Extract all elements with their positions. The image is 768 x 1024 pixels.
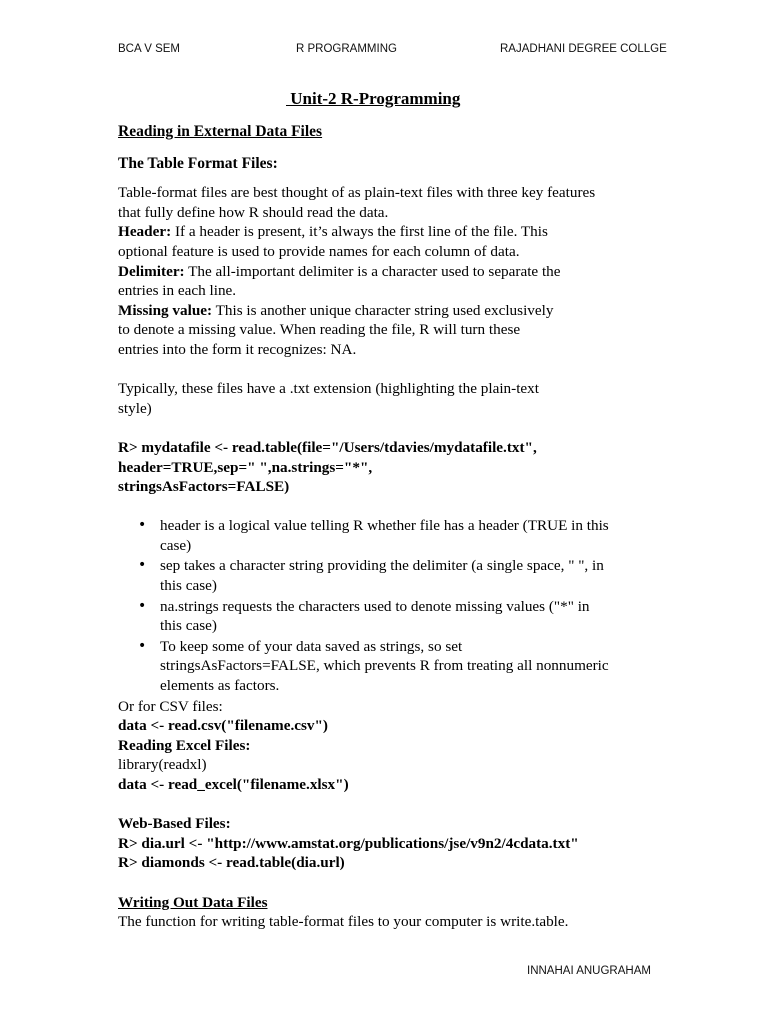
code-read-table-3: stringsAsFactors=FALSE) — [118, 478, 290, 496]
bullet-4-line-1: • To keep some of your data saved as strings, so set — [160, 637, 463, 655]
header-definition — [118, 222, 658, 242]
header-term: Header: — [118, 223, 172, 241]
list-item — [118, 597, 658, 636]
bullet-3-line-2: this case) — [160, 617, 217, 635]
header-left: BCA V SEM — [118, 43, 180, 55]
code-read-table-2: header=TRUE,sep=" ",na.strings="*", — [118, 458, 373, 476]
header-text-2: optional feature is used to provide names for each column of data. — [118, 242, 520, 260]
excel-code: data <- read_excel("filename.xlsx") — [118, 776, 349, 793]
excel-library: library(readxl) — [118, 756, 207, 774]
delimiter-text-1: The all-important delimiter is a character used to separate the — [184, 262, 561, 280]
bullet-4-line-2: stringsAsFactors=FALSE, which prevents R from treating all nonnumeric — [160, 657, 609, 675]
section-heading-writing: Writing Out Data Files — [118, 893, 268, 911]
bullet-4-line-3: elements as factors. — [160, 677, 280, 695]
bullet-2-line-1: • sep takes a character string providing the delimiter (a single space, " ", in — [160, 557, 604, 575]
csv-intro: Or for CSV files: — [118, 697, 223, 715]
missing-text-3: entries into the form it recognizes: NA. — [118, 340, 357, 358]
intro-line-1: Table-format files are best thought of as plain-text files with three key features — [118, 184, 596, 202]
document-body — [118, 122, 658, 932]
delimiter-text-2: entries in each line. — [118, 282, 237, 300]
delimiter-term: Delimiter: — [118, 262, 185, 280]
missing-definition — [118, 301, 658, 321]
web-heading: Web-Based Files: — [118, 815, 231, 833]
header-right: RAJADHANI DEGREE COLLGE — [500, 43, 667, 55]
subheading-table-format: The Table Format Files: — [118, 154, 278, 172]
excel-heading: Reading Excel Files: — [118, 736, 251, 754]
list-item — [118, 516, 658, 555]
argument-list — [118, 516, 658, 695]
delimiter-definition — [118, 262, 658, 282]
bullet-1-line-2: case) — [160, 536, 192, 554]
section-heading-reading: Reading in External Data Files — [118, 123, 323, 140]
bullet-2-line-2: this case) — [160, 577, 217, 595]
page-title: Unit-2 R-Programming — [286, 89, 461, 108]
intro-line-2: that fully define how R should read the data. — [118, 203, 389, 221]
web-code-2: R> diamonds <- read.table(dia.url) — [118, 854, 345, 872]
missing-text-1: This is another unique character string used exclusively — [212, 301, 554, 319]
header-center: R PROGRAMMING — [296, 43, 397, 55]
typically-line-2: style) — [118, 399, 152, 417]
writing-text: The function for writing table-format files to your computer is write.table. — [118, 913, 569, 931]
list-item — [118, 637, 658, 696]
missing-text-2: to denote a missing value. When reading the file, R will turn these — [118, 321, 521, 339]
footer-author: INNAHAI ANUGRAHAM — [527, 965, 651, 977]
list-item — [118, 556, 658, 595]
web-code-1: R> dia.url <- "http://www.amstat.org/publications/jse/v9n2/4cdata.txt" — [118, 834, 579, 852]
bullet-1-line-1: • header is a logical value telling R whether file has a header (TRUE in this — [160, 517, 609, 535]
header-text-1: If a header is present, it’s always the first line of the file. This — [171, 223, 548, 241]
typically-line-1: Typically, these files have a .txt extension (highlighting the plain-text — [118, 380, 539, 398]
missing-term: Missing value: — [118, 301, 213, 319]
code-read-table-1: R> mydatafile <- read.table(file="/Users/tdavies/mydatafile.txt", — [118, 438, 537, 456]
bullet-3-line-1: • na.strings requests the characters used to denote missing values ("*" in — [160, 597, 590, 615]
csv-code: data <- read.csv("filename.csv") — [118, 717, 328, 735]
